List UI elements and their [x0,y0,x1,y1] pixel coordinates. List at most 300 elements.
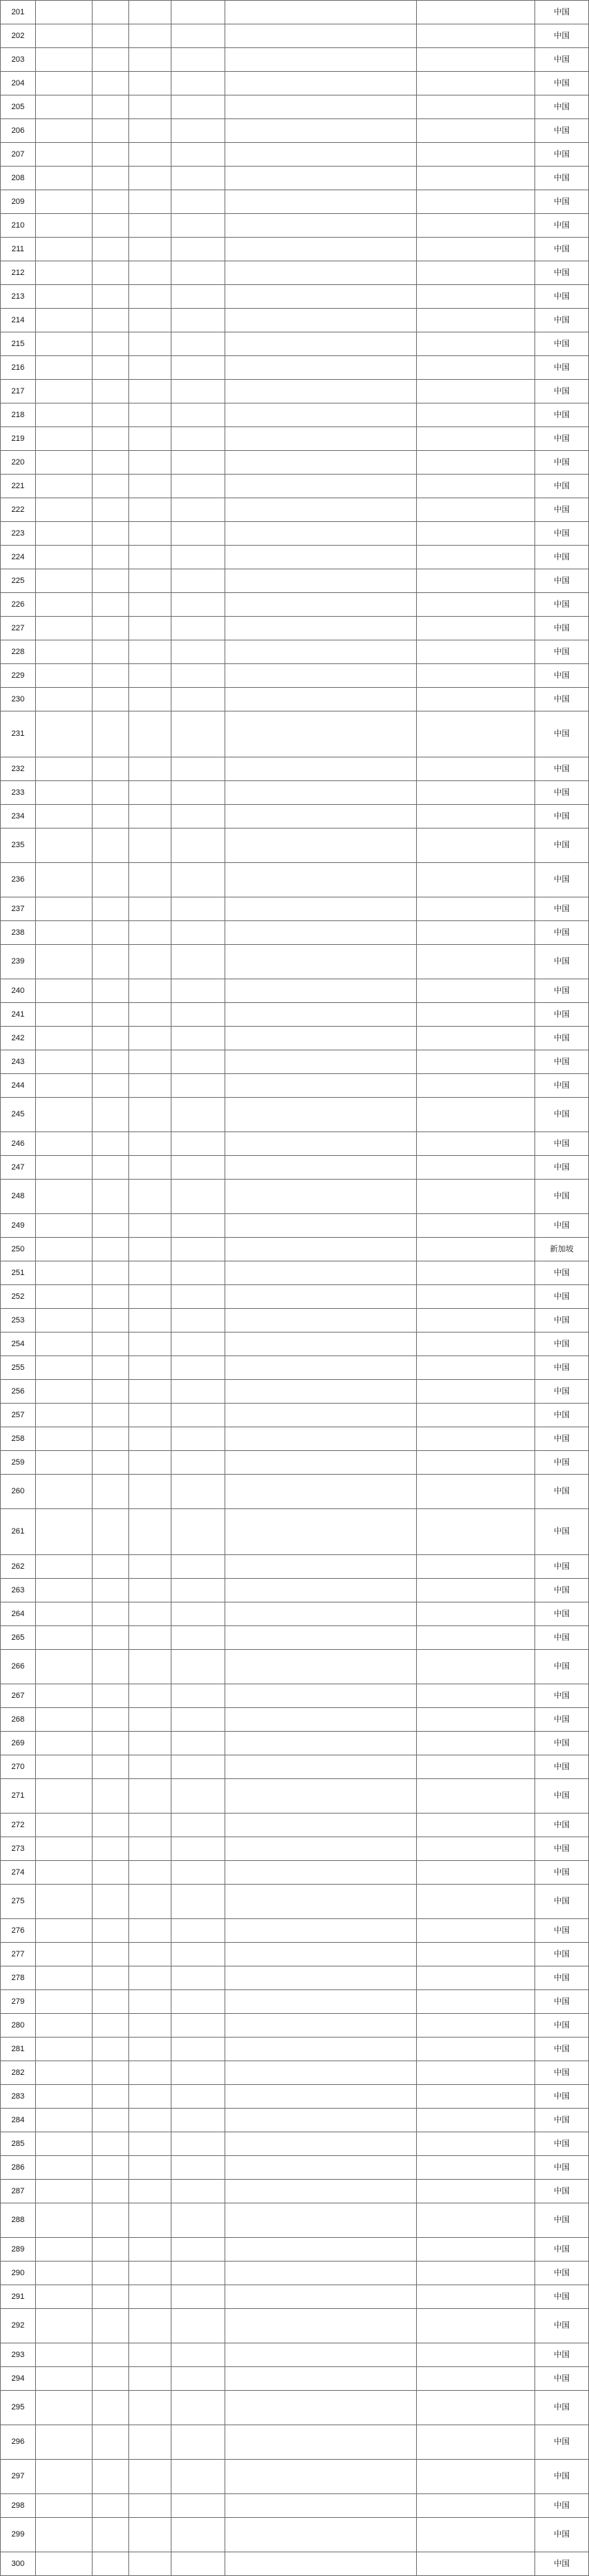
name-cell [36,1180,93,1214]
organization-cell [417,945,535,979]
gender-cell [93,2309,129,2343]
research-field-cell [225,1990,417,2014]
degree-cell [129,1779,171,1814]
degree-cell [129,2552,171,2576]
organization-cell [417,24,535,48]
table-row [1,945,589,979]
research-field-cell [225,640,417,664]
degree-cell [129,214,171,238]
table-row [1,1427,589,1451]
title-cell [171,427,225,451]
row-number-cell: 264 [1,1602,36,1626]
row-number-cell: 286 [1,2156,36,2180]
organization-cell [417,1579,535,1602]
organization-cell [417,781,535,805]
research-field-cell [225,1238,417,1261]
gender-cell [93,1261,129,1285]
research-field-cell [225,688,417,711]
degree-cell [129,1755,171,1779]
degree-cell [129,119,171,143]
table-row [1,1380,589,1404]
title-cell [171,1885,225,1919]
name-cell [36,309,93,332]
gender-cell [93,1214,129,1238]
country-cell: 中国 [535,498,589,522]
research-field-cell [225,1309,417,1333]
gender-cell [93,1861,129,1885]
table-row [1,863,589,897]
organization-cell [417,1475,535,1509]
country-cell: 中国 [535,1451,589,1475]
degree-cell [129,1074,171,1098]
country-cell: 中国 [535,1861,589,1885]
title-cell [171,1732,225,1755]
title-cell [171,2038,225,2061]
degree-cell [129,1966,171,1990]
research-field-cell [225,24,417,48]
title-cell [171,1814,225,1837]
degree-cell [129,2309,171,2343]
organization-cell [417,427,535,451]
country-cell: 中国 [535,546,589,569]
organization-cell [417,1074,535,1098]
title-cell [171,2203,225,2238]
research-field-cell [225,569,417,593]
title-cell [171,2518,225,2552]
gender-cell [93,95,129,119]
gender-cell [93,2014,129,2038]
country-cell: 中国 [535,569,589,593]
country-cell: 中国 [535,805,589,829]
research-field-cell [225,2460,417,2494]
degree-cell [129,2014,171,2038]
name-cell [36,863,93,897]
table-row [1,2180,589,2203]
degree-cell [129,781,171,805]
research-field-cell [225,863,417,897]
title-cell [171,1650,225,1684]
country-cell: 中国 [535,1684,589,1708]
country-cell: 中国 [535,214,589,238]
row-number-cell: 203 [1,48,36,72]
gender-cell [93,285,129,309]
organization-cell [417,1380,535,1404]
organization-cell [417,2425,535,2460]
gender-cell [93,2038,129,2061]
name-cell [36,1475,93,1509]
gender-cell [93,1990,129,2014]
organization-cell [417,2391,535,2425]
organization-cell [417,1285,535,1309]
research-field-cell [225,1451,417,1475]
table-row [1,921,589,945]
organization-cell [417,1509,535,1555]
name-cell [36,1708,93,1732]
row-number-cell: 231 [1,711,36,757]
country-cell: 中国 [535,2494,589,2518]
country-cell: 中国 [535,48,589,72]
gender-cell [93,2391,129,2425]
country-cell: 中国 [535,1356,589,1380]
research-field-cell [225,1098,417,1132]
research-field-cell [225,1626,417,1650]
research-field-cell [225,1732,417,1755]
table-row [1,261,589,285]
country-cell: 中国 [535,2238,589,2262]
table-row [1,2262,589,2285]
row-number-cell: 228 [1,640,36,664]
title-cell [171,1626,225,1650]
table-row [1,1708,589,1732]
name-cell [36,2238,93,2262]
research-field-cell [225,2203,417,2238]
research-field-cell [225,593,417,617]
row-number-cell: 206 [1,119,36,143]
research-field-cell [225,1050,417,1074]
name-cell [36,2262,93,2285]
country-cell: 中国 [535,309,589,332]
research-field-cell [225,2085,417,2109]
title-cell [171,214,225,238]
table-row [1,569,589,593]
table-row [1,757,589,781]
degree-cell [129,2109,171,2132]
gender-cell [93,664,129,688]
row-number-cell: 204 [1,72,36,95]
gender-cell [93,1,129,24]
table-row [1,2552,589,2576]
table-row [1,1098,589,1132]
name-cell [36,1579,93,1602]
research-field-cell [225,1214,417,1238]
gender-cell [93,1380,129,1404]
name-cell [36,24,93,48]
gender-cell [93,1132,129,1156]
degree-cell [129,451,171,475]
research-field-cell [225,979,417,1003]
gender-cell [93,2180,129,2203]
organization-cell [417,1650,535,1684]
degree-cell [129,2391,171,2425]
table-row [1,2460,589,2494]
row-number-cell: 240 [1,979,36,1003]
research-field-cell [225,285,417,309]
title-cell [171,569,225,593]
row-number-cell: 274 [1,1861,36,1885]
research-field-cell [225,1285,417,1309]
title-cell [171,1132,225,1156]
gender-cell [93,309,129,332]
organization-cell [417,711,535,757]
title-cell [171,757,225,781]
degree-cell [129,1333,171,1356]
country-cell: 中国 [535,1966,589,1990]
research-field-cell [225,757,417,781]
organization-cell [417,238,535,261]
row-number-cell: 205 [1,95,36,119]
table-row [1,1650,589,1684]
row-number-cell: 260 [1,1475,36,1509]
country-cell: 中国 [535,119,589,143]
gender-cell [93,1180,129,1214]
research-field-cell [225,261,417,285]
table-row [1,1814,589,1837]
title-cell [171,1475,225,1509]
table-row [1,2085,589,2109]
title-cell [171,2014,225,2038]
gender-cell [93,945,129,979]
title-cell [171,332,225,356]
name-cell [36,2132,93,2156]
row-number-cell: 288 [1,2203,36,2238]
organization-cell [417,380,535,403]
degree-cell [129,1509,171,1555]
organization-cell [417,1427,535,1451]
name-cell [36,1732,93,1755]
degree-cell [129,332,171,356]
country-cell: 中国 [535,2156,589,2180]
organization-cell [417,2085,535,2109]
degree-cell [129,1356,171,1380]
title-cell [171,1285,225,1309]
gender-cell [93,356,129,380]
table-row [1,1285,589,1309]
row-number-cell: 271 [1,1779,36,1814]
row-number-cell: 276 [1,1919,36,1943]
name-cell [36,2085,93,2109]
name-cell [36,1404,93,1427]
name-cell [36,261,93,285]
table-row [1,1885,589,1919]
country-cell: 中国 [535,2518,589,2552]
gender-cell [93,119,129,143]
table-row [1,1404,589,1427]
row-number-cell: 245 [1,1098,36,1132]
title-cell [171,1261,225,1285]
country-cell: 中国 [535,2343,589,2367]
table-row [1,2238,589,2262]
title-cell [171,1990,225,2014]
research-field-cell [225,2285,417,2309]
row-number-cell: 221 [1,475,36,498]
title-cell [171,451,225,475]
country-cell: 中国 [535,1003,589,1027]
table-row [1,1579,589,1602]
gender-cell [93,522,129,546]
name-cell [36,1003,93,1027]
research-field-cell [225,1027,417,1050]
country-cell: 中国 [535,285,589,309]
research-field-cell [225,2518,417,2552]
degree-cell [129,569,171,593]
row-number-cell: 247 [1,1156,36,1180]
degree-cell [129,48,171,72]
row-number-cell: 289 [1,2238,36,2262]
gender-cell [93,640,129,664]
country-cell: 中国 [535,403,589,427]
country-cell: 中国 [535,1509,589,1555]
title-cell [171,1779,225,1814]
gender-cell [93,863,129,897]
title-cell [171,1156,225,1180]
country-cell: 中国 [535,451,589,475]
country-cell: 中国 [535,711,589,757]
row-number-cell: 243 [1,1050,36,1074]
organization-cell [417,1027,535,1050]
name-cell [36,1333,93,1356]
country-cell: 中国 [535,427,589,451]
title-cell [171,1579,225,1602]
organization-cell [417,119,535,143]
name-cell [36,1919,93,1943]
table-row [1,664,589,688]
research-field-cell [225,2552,417,2576]
title-cell [171,522,225,546]
degree-cell [129,2367,171,2391]
gender-cell [93,1238,129,1261]
degree-cell [129,546,171,569]
country-cell: 新加坡 [535,1238,589,1261]
table-row [1,309,589,332]
research-field-cell [225,1356,417,1380]
degree-cell [129,2085,171,2109]
gender-cell [93,1098,129,1132]
research-field-cell [225,190,417,214]
title-cell [171,1837,225,1861]
research-field-cell [225,1180,417,1214]
row-number-cell: 234 [1,805,36,829]
organization-cell [417,1602,535,1626]
row-number-cell: 254 [1,1333,36,1356]
title-cell [171,1074,225,1098]
name-cell [36,1451,93,1475]
organization-cell [417,546,535,569]
country-cell: 中国 [535,1380,589,1404]
table-row [1,593,589,617]
degree-cell [129,1990,171,2014]
degree-cell [129,1650,171,1684]
research-field-cell [225,1555,417,1579]
table-row [1,403,589,427]
name-cell [36,945,93,979]
title-cell [171,1943,225,1966]
title-cell [171,2132,225,2156]
degree-cell [129,1003,171,1027]
country-cell: 中国 [535,1,589,24]
name-cell [36,1427,93,1451]
degree-cell [129,95,171,119]
research-field-cell [225,427,417,451]
row-number-cell: 277 [1,1943,36,1966]
gender-cell [93,167,129,190]
row-number-cell: 278 [1,1966,36,1990]
row-number-cell: 299 [1,2518,36,2552]
table-row [1,380,589,403]
title-cell [171,380,225,403]
table-row [1,1156,589,1180]
table-row [1,1451,589,1475]
table-row [1,1214,589,1238]
degree-cell [129,2156,171,2180]
research-field-cell [225,1885,417,1919]
organization-cell [417,1003,535,1027]
table-row [1,522,589,546]
research-field-cell [225,2391,417,2425]
table-row [1,475,589,498]
gender-cell [93,1451,129,1475]
row-number-cell: 201 [1,1,36,24]
research-field-cell [225,356,417,380]
title-cell [171,921,225,945]
row-number-cell: 249 [1,1214,36,1238]
degree-cell [129,2494,171,2518]
gender-cell [93,2085,129,2109]
gender-cell [93,1555,129,1579]
name-cell [36,95,93,119]
research-field-cell [225,214,417,238]
title-cell [171,24,225,48]
name-cell [36,569,93,593]
organization-cell [417,593,535,617]
title-cell [171,1451,225,1475]
table-row [1,1966,589,1990]
gender-cell [93,1626,129,1650]
organization-cell [417,2367,535,2391]
degree-cell [129,2038,171,2061]
name-cell [36,475,93,498]
table-row [1,2391,589,2425]
row-number-cell: 266 [1,1650,36,1684]
degree-cell [129,1309,171,1333]
research-field-cell [225,2156,417,2180]
table-row [1,1509,589,1555]
name-cell [36,1309,93,1333]
organization-cell [417,1180,535,1214]
title-cell [171,945,225,979]
organization-cell [417,569,535,593]
country-cell: 中国 [535,1404,589,1427]
table-row [1,1,589,24]
row-number-cell: 209 [1,190,36,214]
table-row [1,1755,589,1779]
gender-cell [93,332,129,356]
research-field-cell [225,1919,417,1943]
row-number-cell: 267 [1,1684,36,1708]
organization-cell [417,1779,535,1814]
name-cell [36,1261,93,1285]
row-number-cell: 248 [1,1180,36,1214]
row-number-cell: 284 [1,2109,36,2132]
title-cell [171,805,225,829]
organization-cell [417,1837,535,1861]
gender-cell [93,979,129,1003]
research-field-cell [225,711,417,757]
degree-cell [129,1626,171,1650]
country-cell: 中国 [535,2367,589,2391]
name-cell [36,2014,93,2038]
title-cell [171,546,225,569]
gender-cell [93,921,129,945]
row-number-cell: 202 [1,24,36,48]
research-field-cell [225,1579,417,1602]
degree-cell [129,1837,171,1861]
country-cell: 中国 [535,1098,589,1132]
name-cell [36,711,93,757]
research-field-cell [225,1837,417,1861]
row-number-cell: 224 [1,546,36,569]
title-cell [171,1027,225,1050]
table-row [1,1333,589,1356]
